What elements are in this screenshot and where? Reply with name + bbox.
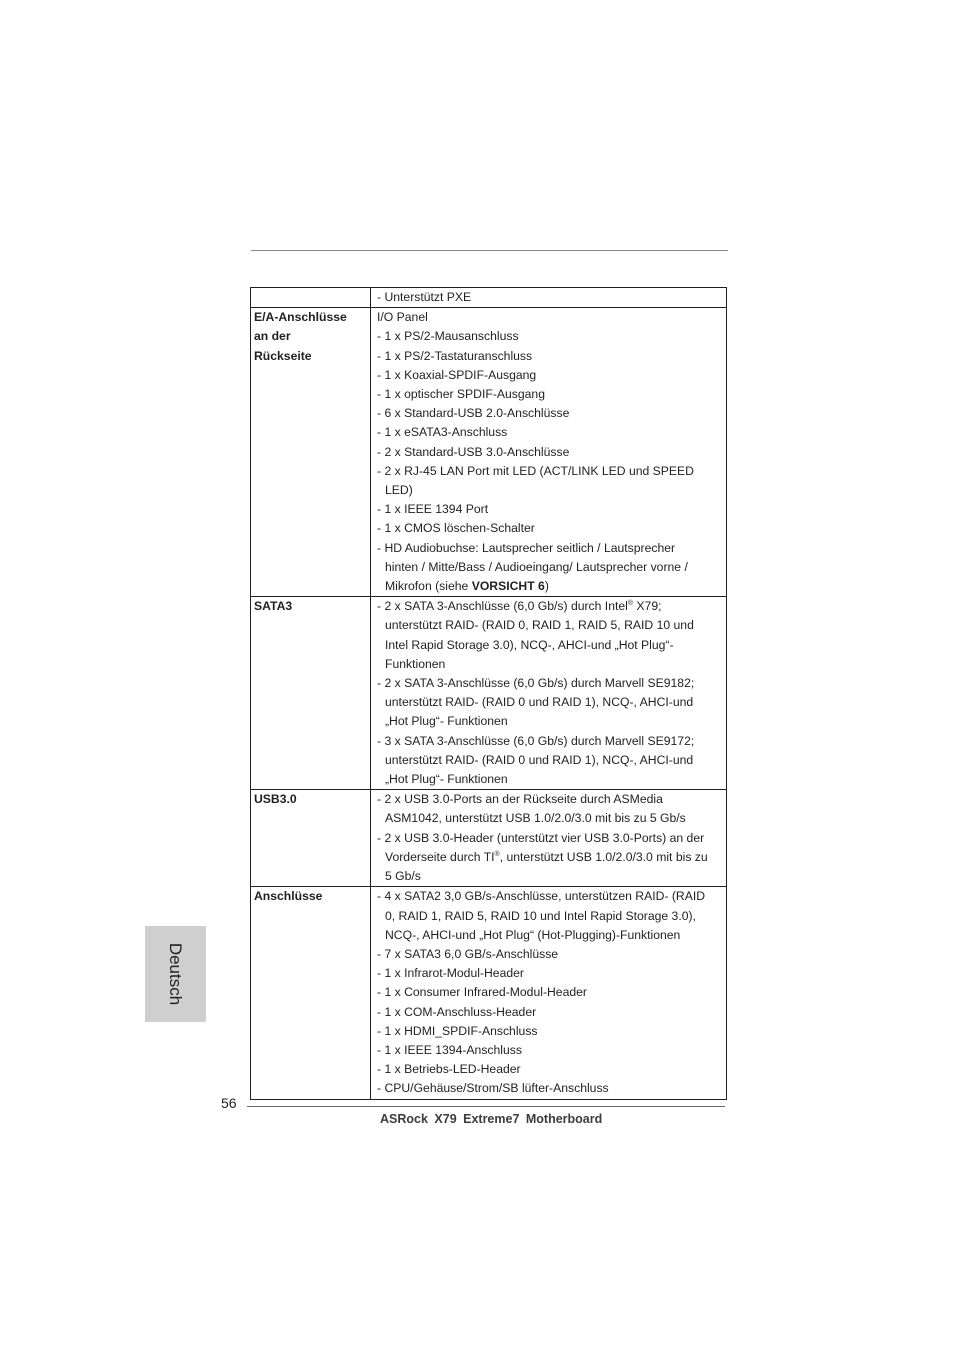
spec-line [377,829,726,848]
spec-line [377,327,726,346]
spec-line [377,500,726,519]
spec-line [377,732,726,751]
spec-line-text: - 1 x Consumer Infrared-Modul-Header [377,985,587,1000]
spec-line [377,655,726,674]
spec-label: an der [254,329,291,344]
top-rule [251,250,728,251]
spec-line-text: - 2 x SATA 3-Anschlüsse (6,0 Gb/s) durch Intel [377,599,628,614]
spec-content-cell [371,597,727,790]
spec-line [377,712,726,731]
spec-line-text: - 1 x Koaxial-SPDIF-Ausgang [377,367,537,382]
spec-line [377,674,726,693]
spec-line [377,693,726,712]
spec-line-text: unterstützt RAID- (RAID 0, RAID 1, RAID 5, RAID 10 und [385,618,694,633]
spec-line [377,366,726,385]
spec-row [251,790,727,887]
spec-label-cell [251,597,371,790]
spec-line [377,616,726,635]
spec-line [377,926,726,945]
spec-line [377,308,726,327]
spec-line-text: LED) [385,483,413,498]
spec-line [377,887,726,906]
spec-table [250,287,727,1100]
spec-content-cell [371,887,727,1099]
spec-line-text: - HD Audiobuchse: Lautsprecher seitlich / Lautsprecher [377,540,676,555]
page-number: 56 [221,1095,237,1111]
spec-line [377,907,726,926]
spec-line-text: 5 Gb/s [385,869,421,884]
spec-row [251,288,727,308]
registered-mark: ® [494,850,500,858]
spec-line-text: Intel Rapid Storage 3.0), NCQ-, AHCI-und „Hot Plug“- [385,637,674,652]
spec-row [251,887,727,1099]
spec-line-text: unterstützt RAID- (RAID 0 und RAID 1), NCQ-, AHCI-und [385,752,694,767]
spec-line [377,848,726,867]
spec-line [377,462,726,481]
caution-reference: VORSICHT 6 [471,579,545,594]
spec-line [377,1041,726,1060]
spec-line [377,1003,726,1022]
spec-line-text: Mikrofon (siehe [385,579,472,594]
spec-line-text: Vorderseite durch TI [385,849,495,864]
spec-line-text: - 2 x USB 3.0-Header (unterstützt vier USB 3.0-Ports) an der [377,830,705,845]
spec-line [377,1060,726,1079]
spec-line [377,1079,726,1098]
spec-line-text: X79; [633,599,662,614]
footer-title: ASRock X79 Extreme7 Motherboard [380,1112,603,1126]
spec-line-text: - 1 x IEEE 1394 Port [377,502,489,517]
spec-line-text: - 1 x optischer SPDIF-Ausgang [377,387,545,402]
spec-line-text: - 2 x SATA 3-Anschlüsse (6,0 Gb/s) durch Marvell SE9182; [377,676,695,691]
registered-mark: ® [627,600,634,608]
spec-line [377,983,726,1002]
spec-line [377,597,726,616]
spec-line-text: I/O Panel [377,310,428,325]
spec-content-cell [371,288,727,308]
spec-line-text: hinten / Mitte/Bass / Audioeingang/ Lautsprecher vorne / [385,559,688,574]
spec-line [377,751,726,770]
spec-line-text: - 1 x HDMI_SPDIF-Anschluss [377,1023,538,1038]
spec-line [377,577,726,596]
spec-line [377,636,726,655]
spec-line [377,539,726,558]
spec-line [377,867,726,886]
spec-label: SATA3 [254,599,293,614]
spec-line [377,443,726,462]
spec-line [377,770,726,789]
spec-line-text: - 1 x PS/2-Mausanschluss [377,329,519,344]
spec-line-text: „Hot Plug“- Funktionen [385,714,508,729]
spec-line [377,558,726,577]
spec-line-text: - 1 x eSATA3-Anschluss [377,425,508,440]
spec-line-text: - 1 x PS/2-Tastaturanschluss [377,348,533,363]
spec-label: USB3.0 [254,792,297,807]
spec-label: Rückseite [254,348,312,363]
spec-line [377,809,726,828]
spec-line-text: - 2 x Standard-USB 3.0-Anschlüsse [377,444,570,459]
spec-line-text: - 7 x SATA3 6,0 GB/s-Anschlüsse [377,946,559,961]
spec-line [377,964,726,983]
spec-line-text: - 6 x Standard-USB 2.0-Anschlüsse [377,406,570,421]
language-tab-label: Deutsch [166,942,185,1006]
spec-line-text: - 2 x RJ-45 LAN Port mit LED (ACT/LINK LED und SPEED [377,463,694,478]
spec-content-cell [371,308,727,597]
spec-label-cell [251,308,371,597]
spec-line-text: „Hot Plug“- Funktionen [385,772,508,787]
spec-line-text: unterstützt RAID- (RAID 0 und RAID 1), NCQ-, AHCI-und [385,695,694,710]
spec-line-text: 0, RAID 1, RAID 5, RAID 10 und Intel Rapid Storage 3.0), [385,908,696,923]
spec-line [377,385,726,404]
spec-line-text: - 1 x COM-Anschluss-Header [377,1004,537,1019]
spec-line-text: - 1 x Betriebs-LED-Header [377,1062,521,1077]
spec-content-cell [371,790,727,887]
spec-line-text: - 1 x IEEE 1394-Anschluss [377,1042,522,1057]
spec-label-cell [251,887,371,1099]
spec-line-text: ASM1042, unterstützt USB 1.0/2.0/3.0 mit bis zu 5 Gb/s [385,811,686,826]
spec-line-text: - CPU/Gehäuse/Strom/SB lüfter-Anschluss [377,1081,609,1096]
spec-row [251,308,727,597]
spec-row [251,597,727,790]
spec-line [377,347,726,366]
language-tab [145,926,206,1022]
spec-line-text: - 2 x USB 3.0-Ports an der Rückseite durch ASMedia [377,792,663,807]
spec-line [377,945,726,964]
spec-line-text: - 1 x Infrarot-Modul-Header [377,966,524,981]
spec-line [377,404,726,423]
spec-line-text: - 4 x SATA2 3,0 GB/s-Anschlüsse, unterstützen RAID- (RAID [377,889,706,904]
spec-label: E/A-Anschlüsse [254,310,347,325]
spec-line [377,519,726,538]
spec-label-cell [251,288,371,308]
spec-line-text: - 3 x SATA 3-Anschlüsse (6,0 Gb/s) durch Marvell SE9172; [377,733,695,748]
spec-line-text: ) [544,579,549,594]
spec-label-cell [251,790,371,887]
spec-line [377,790,726,809]
spec-line [377,423,726,442]
footer-rule [247,1106,725,1107]
spec-label: Anschlüsse [254,889,323,904]
spec-line-text: , unterstützt USB 1.0/2.0/3.0 mit bis zu [499,849,708,864]
spec-line-text: NCQ-, AHCI-und „Hot Plug“ (Hot-Plugging)-Funktionen [385,927,681,942]
spec-line-text: - 1 x CMOS löschen-Schalter [377,521,535,536]
spec-line [377,288,726,307]
spec-line [377,481,726,500]
spec-line [377,1022,726,1041]
spec-line-text: Funktionen [385,656,446,671]
spec-line-text: - Unterstützt PXE [377,290,472,304]
